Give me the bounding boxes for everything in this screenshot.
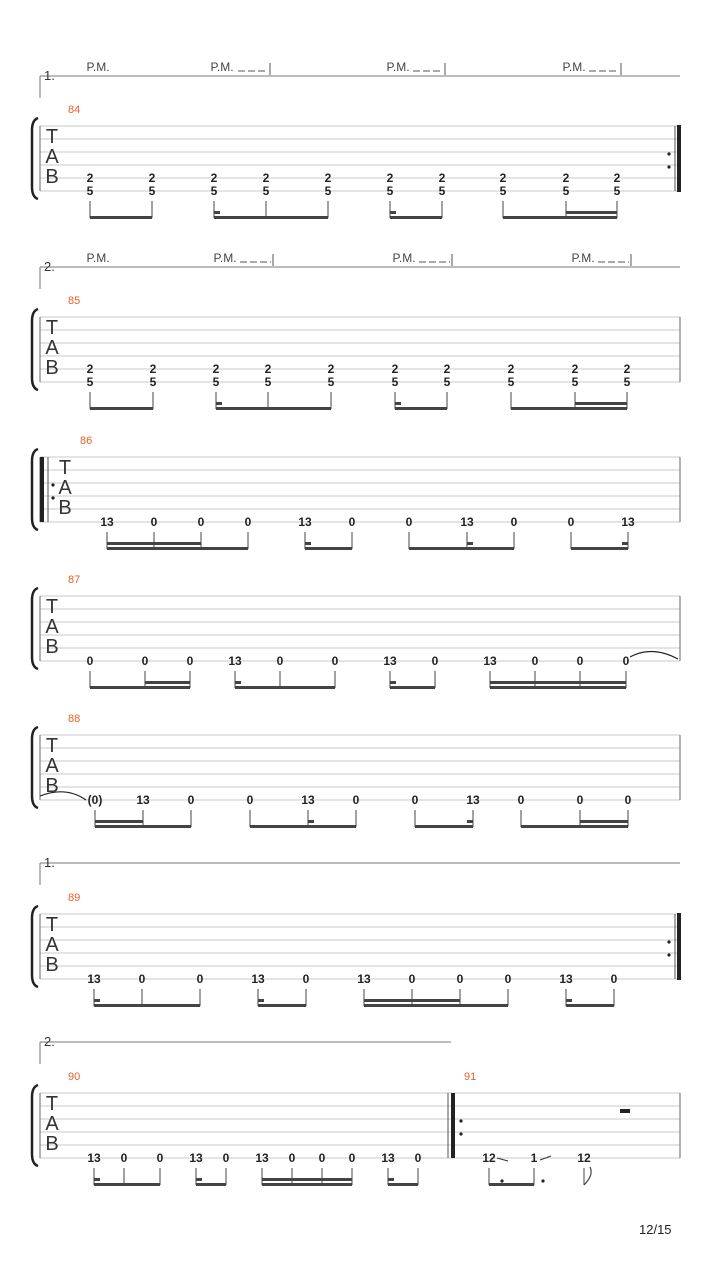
tab-letter-a: A (45, 337, 59, 359)
tab-letter-a: A (45, 146, 59, 168)
measure-number: 84 (68, 104, 81, 116)
fret-number: 13 (460, 515, 474, 529)
system-bracket (32, 118, 38, 199)
fret-number: 0 (517, 793, 525, 807)
fret-number: 13 (621, 515, 635, 529)
fret-number: 2 (262, 171, 270, 185)
fret-number: 0 (456, 972, 464, 986)
beam (90, 216, 152, 219)
beam-secondary (395, 402, 401, 405)
tab-letter-t: T (58, 457, 72, 479)
beam (95, 825, 191, 828)
rest (620, 1109, 630, 1113)
fret-number: 0 (576, 654, 584, 668)
beam (364, 1004, 508, 1007)
fret-number: 5 (212, 375, 220, 389)
beam (390, 216, 442, 219)
tab-letter-b: B (45, 636, 59, 658)
measure-number: 90 (68, 1071, 81, 1083)
repeat-end-thick-bar (451, 1093, 455, 1158)
beam (409, 547, 514, 550)
beam (489, 1183, 534, 1186)
beam (503, 216, 617, 219)
fret-number: 0 (197, 515, 205, 529)
tab-letter-t: T (45, 596, 59, 618)
beam (521, 825, 628, 828)
measure-number: 85 (68, 295, 81, 307)
beam (94, 1183, 160, 1186)
beam (571, 547, 628, 550)
fret-number: 2 (443, 362, 451, 376)
repeat-dot (667, 152, 670, 155)
fret-number: 5 (86, 184, 94, 198)
system-bracket (32, 906, 38, 987)
volta-label: 1. (44, 68, 55, 83)
beam (262, 1183, 352, 1186)
fret-number: 2 (212, 362, 220, 376)
fret-number: 0 (408, 972, 416, 986)
repeat-end-thick-bar (677, 913, 681, 980)
tab-letter-a: A (45, 755, 59, 777)
tab-letter-t: T (45, 126, 59, 148)
fret-number: 2 (499, 171, 507, 185)
tab-letter-a: A (45, 616, 59, 638)
fret-number: 12 (577, 1151, 591, 1165)
tab-letter-a: A (45, 934, 59, 956)
measure-number: 89 (68, 892, 81, 904)
fret-number: 13 (255, 1151, 269, 1165)
repeat-start-thick-bar (40, 457, 44, 522)
fret-number: 0 (302, 972, 310, 986)
fret-number: 2 (386, 171, 394, 185)
fret-number: 0 (222, 1151, 230, 1165)
fret-number: 0 (150, 515, 158, 529)
beam (250, 825, 356, 828)
beam (94, 1004, 200, 1007)
fret-number: 13 (87, 972, 101, 986)
beam-secondary (95, 820, 143, 823)
fret-number: 5 (86, 375, 94, 389)
beam-secondary (566, 211, 617, 214)
fret-number: 0 (244, 515, 252, 529)
measure-number: 86 (80, 435, 93, 447)
tab-letter-b: B (45, 954, 59, 976)
fret-number: 2 (324, 171, 332, 185)
fret-number: 2 (210, 171, 218, 185)
beam (490, 686, 626, 689)
palm-mute-label: P.M. (386, 60, 410, 74)
fret-number: 5 (149, 375, 157, 389)
volta-label: 2. (44, 259, 55, 274)
palm-mute-label: P.M. (392, 251, 416, 265)
fret-number: 13 (189, 1151, 203, 1165)
fret-number: 0 (431, 654, 439, 668)
fret-number: 5 (327, 375, 335, 389)
beam-secondary (94, 999, 100, 1002)
fret-number: 0 (567, 515, 575, 529)
beam-secondary (216, 402, 222, 405)
repeat-end-thick-bar (677, 125, 681, 192)
fret-number: 13 (559, 972, 573, 986)
fret-number: 0 (348, 515, 356, 529)
beam-secondary (566, 999, 572, 1002)
beam (390, 686, 435, 689)
repeat-dot (51, 483, 54, 486)
beam (388, 1183, 418, 1186)
beam (107, 547, 248, 550)
fret-number: 5 (148, 184, 156, 198)
palm-mute-label: P.M. (571, 251, 595, 265)
palm-mute-label: P.M. (213, 251, 237, 265)
fret-number: 0 (352, 793, 360, 807)
fret-number: 2 (86, 362, 94, 376)
fret-number: 0 (246, 793, 254, 807)
fret-number: 13 (357, 972, 371, 986)
repeat-dot (459, 1119, 462, 1122)
system-bracket (32, 1085, 38, 1166)
fret-number: 2 (327, 362, 335, 376)
fret-number: 2 (149, 362, 157, 376)
fret-number: 5 (499, 184, 507, 198)
repeat-dot (459, 1132, 462, 1135)
system-bracket (32, 309, 38, 390)
fret-number: 0 (510, 515, 518, 529)
beam (235, 686, 335, 689)
page-number: 12/15 (639, 1222, 672, 1237)
fret-number: 0 (610, 972, 618, 986)
fret-number: 2 (562, 171, 570, 185)
fret-number: 13 (466, 793, 480, 807)
fret-number: 0 (331, 654, 339, 668)
system-bracket (32, 727, 38, 808)
fret-number: 13 (251, 972, 265, 986)
palm-mute-label: P.M. (86, 60, 110, 74)
fret-number: 2 (264, 362, 272, 376)
volta-label: 1. (44, 855, 55, 870)
beam-secondary (196, 1178, 202, 1181)
beam-secondary (308, 820, 314, 823)
fret-number: 0 (138, 972, 146, 986)
beam-secondary (305, 542, 311, 545)
fret-number: 0 (276, 654, 284, 668)
fret-number: 12 (482, 1151, 496, 1165)
beam-secondary (262, 1178, 352, 1181)
beam (511, 407, 627, 410)
beam-secondary (467, 820, 473, 823)
fret-number: 2 (507, 362, 515, 376)
fret-number: 2 (623, 362, 631, 376)
fret-number: 0 (531, 654, 539, 668)
beam-secondary (107, 542, 201, 545)
fret-number: 13 (301, 793, 315, 807)
fret-number: 5 (571, 375, 579, 389)
tab-letter-a: A (58, 477, 72, 499)
beam (90, 407, 153, 410)
repeat-dot (667, 940, 670, 943)
beam (196, 1183, 226, 1186)
fret-number: 0 (411, 793, 419, 807)
palm-mute-label: P.M. (562, 60, 586, 74)
system-bracket (32, 588, 38, 669)
fret-number: 2 (391, 362, 399, 376)
fret-number: 0 (120, 1151, 128, 1165)
fret-number: 13 (483, 654, 497, 668)
repeat-dot (667, 953, 670, 956)
fret-number: 5 (264, 375, 272, 389)
fret-number: 13 (228, 654, 242, 668)
fret-number: 0 (187, 793, 195, 807)
palm-mute-label: P.M. (210, 60, 234, 74)
repeat-dot (51, 496, 54, 499)
fret-number: 13 (381, 1151, 395, 1165)
beam-secondary (145, 681, 190, 684)
fret-number: 2 (438, 171, 446, 185)
fret-number: 5 (562, 184, 570, 198)
fret-number: 5 (623, 375, 631, 389)
dot (541, 1179, 544, 1182)
beam (90, 686, 190, 689)
tab-letter-a: A (45, 1113, 59, 1135)
fret-number: 5 (210, 184, 218, 198)
fret-number: 0 (348, 1151, 356, 1165)
beam (566, 1004, 614, 1007)
beam-secondary (214, 211, 220, 214)
fret-number: 0 (414, 1151, 422, 1165)
fret-number: 5 (391, 375, 399, 389)
tab-letter-b: B (45, 775, 59, 797)
measure-number: 91 (464, 1071, 477, 1083)
fret-number: 0 (86, 654, 94, 668)
measure-number: 88 (68, 713, 81, 725)
beam-secondary (235, 681, 241, 684)
system-bracket (32, 449, 38, 530)
fret-number: 0 (504, 972, 512, 986)
beam (258, 1004, 306, 1007)
tab-letter-t: T (45, 735, 59, 757)
fret-number: 0 (318, 1151, 326, 1165)
repeat-dot (667, 165, 670, 168)
tab-letter-b: B (45, 166, 59, 188)
volta-label: 2. (44, 1034, 55, 1049)
beam-secondary (364, 999, 460, 1002)
tab-letter-t: T (45, 914, 59, 936)
beam-secondary (622, 542, 628, 545)
beam (216, 407, 331, 410)
beam-secondary (580, 820, 628, 823)
fret-number: 5 (324, 184, 332, 198)
fret-number: 0 (141, 654, 149, 668)
fret-number: 2 (613, 171, 621, 185)
beam (395, 407, 447, 410)
beam-secondary (490, 681, 626, 684)
tab-letter-b: B (58, 497, 72, 519)
tab-letter-b: B (45, 1133, 59, 1155)
fret-number: 2 (86, 171, 94, 185)
fret-number: 5 (386, 184, 394, 198)
fret-number: 5 (262, 184, 270, 198)
note-flag (584, 1167, 591, 1185)
fret-number: 2 (571, 362, 579, 376)
beam-secondary (388, 1178, 394, 1181)
fret-number: 0 (624, 793, 632, 807)
fret-number: 13 (100, 515, 114, 529)
fret-number: 13 (87, 1151, 101, 1165)
beam (214, 216, 328, 219)
beam-secondary (258, 999, 264, 1002)
fret-number: 0 (288, 1151, 296, 1165)
fret-number: 0 (156, 1151, 164, 1165)
fret-number: 0 (186, 654, 194, 668)
fret-number: 5 (438, 184, 446, 198)
tab-letter-t: T (45, 317, 59, 339)
tab-letter-b: B (45, 357, 59, 379)
beam-secondary (575, 402, 627, 405)
fret-number: 0 (405, 515, 413, 529)
fret-number: 13 (298, 515, 312, 529)
beam-secondary (390, 681, 396, 684)
fret-number: 0 (576, 793, 584, 807)
beam-secondary (467, 542, 473, 545)
beam-secondary (94, 1178, 100, 1181)
dot (500, 1179, 503, 1182)
fret-number: 5 (507, 375, 515, 389)
palm-mute-label: P.M. (86, 251, 110, 265)
beam (305, 547, 352, 550)
fret-number: 13 (136, 793, 150, 807)
tab-letter-t: T (45, 1093, 59, 1115)
fret-number: 0 (622, 654, 630, 668)
fret-number: 2 (148, 171, 156, 185)
fret-number: 13 (383, 654, 397, 668)
beam (415, 825, 473, 828)
fret-number: 5 (613, 184, 621, 198)
beam-secondary (390, 211, 396, 214)
fret-number: (0) (87, 793, 103, 807)
fret-number: 0 (196, 972, 204, 986)
fret-number: 1 (530, 1151, 538, 1165)
measure-number: 87 (68, 574, 81, 586)
tie-arc (630, 651, 678, 659)
fret-number: 5 (443, 375, 451, 389)
